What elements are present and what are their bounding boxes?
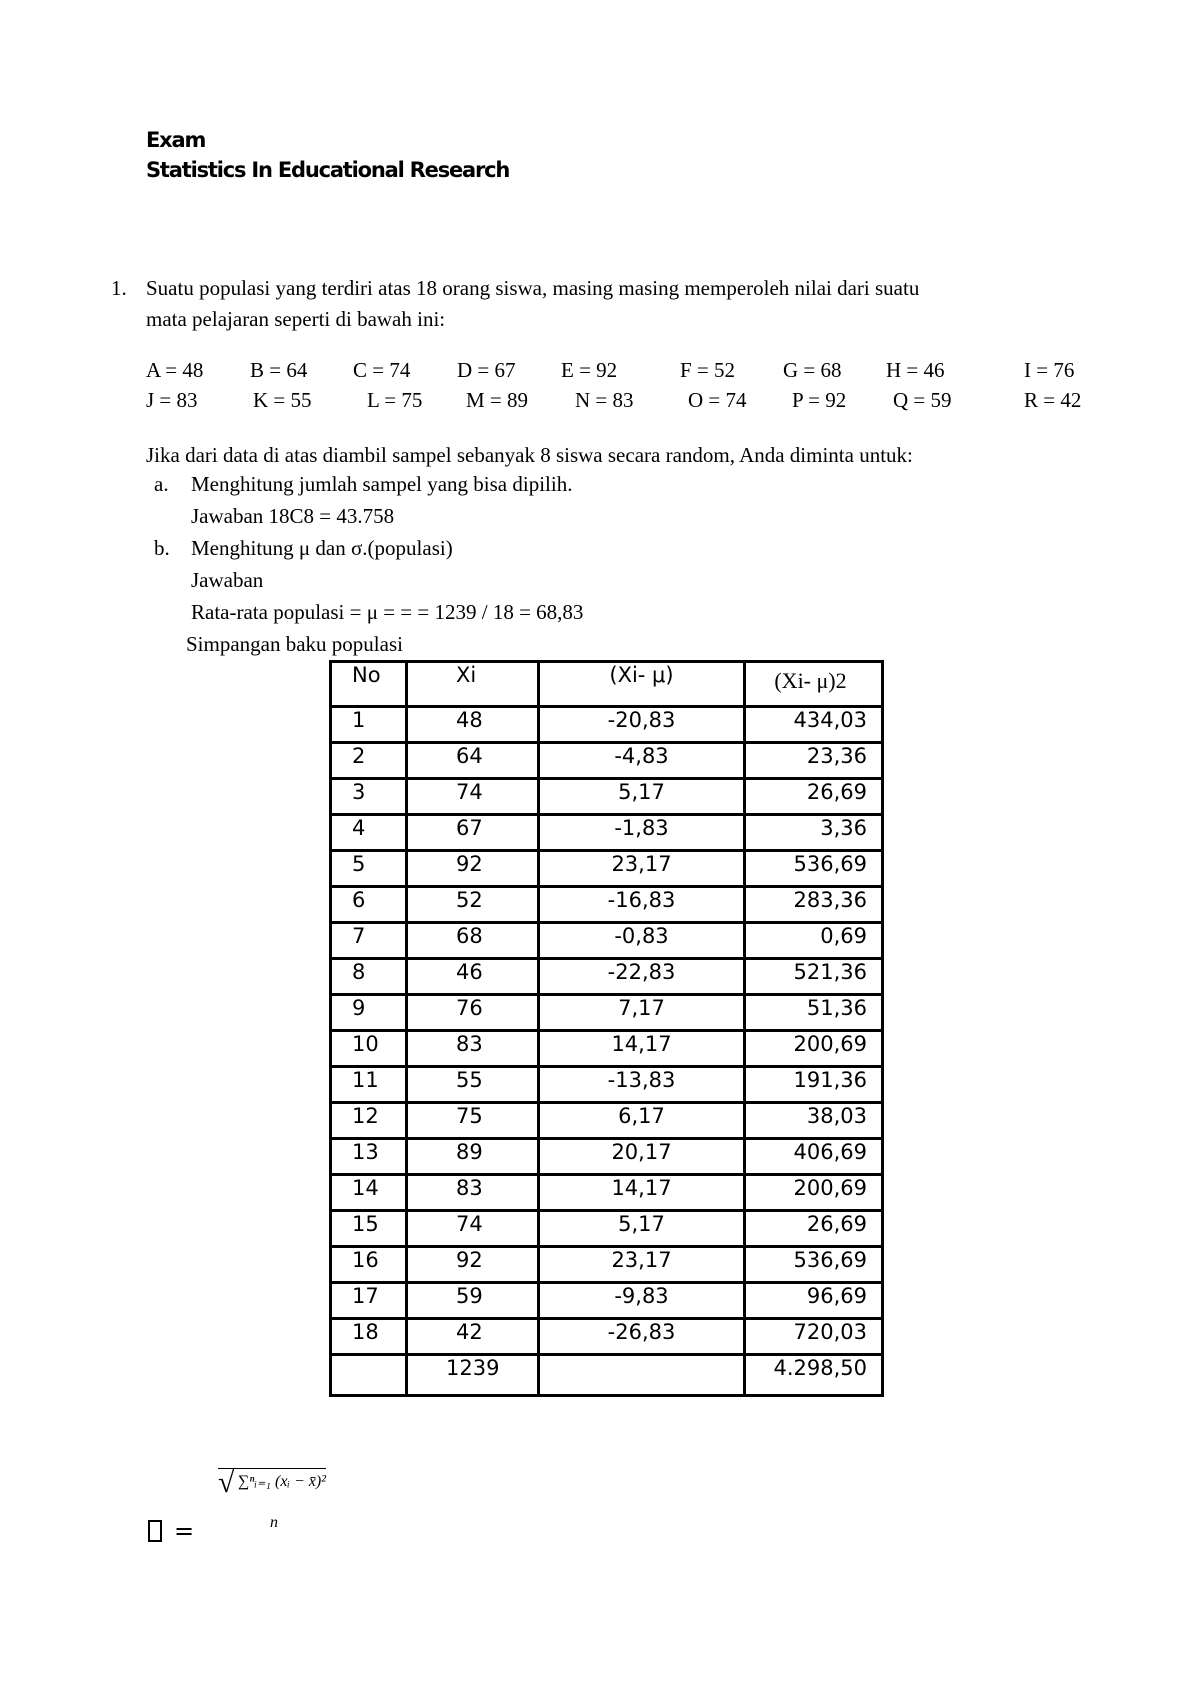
cell-squared: 283,36 <box>745 887 883 923</box>
table-row <box>331 743 883 779</box>
score-m: M = 89 <box>466 388 529 412</box>
cell-deviation: -13,83 <box>539 1067 745 1103</box>
header-no: No <box>331 662 407 707</box>
table-row <box>331 1067 883 1103</box>
cell-xi: 46 <box>407 959 539 995</box>
cell-squared: 26,69 <box>745 779 883 815</box>
cell-squared: 536,69 <box>745 851 883 887</box>
cell-xi: 68 <box>407 923 539 959</box>
question-text-line1: Suatu populasi yang terdiri atas 18 orang siswa, masing masing memperoleh nilai dari suatu <box>146 276 920 300</box>
cell-squared: 521,36 <box>745 959 883 995</box>
cell-squared: 26,69 <box>745 1211 883 1247</box>
score-l: L = 75 <box>367 388 423 412</box>
cell-no: 10 <box>331 1031 407 1067</box>
score-i: I = 76 <box>1024 358 1075 382</box>
cell-deviation: 20,17 <box>539 1139 745 1175</box>
cell-deviation: -16,83 <box>539 887 745 923</box>
table-header-row <box>331 662 883 707</box>
score-j: J = 83 <box>146 388 198 412</box>
cell-deviation: -9,83 <box>539 1283 745 1319</box>
cell-deviation: 6,17 <box>539 1103 745 1139</box>
table-total-row <box>331 1355 883 1396</box>
total-xi: 1239 <box>407 1355 539 1396</box>
part-b-label: b. <box>154 536 170 560</box>
score-n: N = 83 <box>575 388 634 412</box>
cell-deviation: -0,83 <box>539 923 745 959</box>
table-row <box>331 887 883 923</box>
cell-squared: 200,69 <box>745 1031 883 1067</box>
cell-deviation: 14,17 <box>539 1175 745 1211</box>
table-row <box>331 959 883 995</box>
table-row <box>331 1283 883 1319</box>
table-row <box>331 923 883 959</box>
cell-deviation: -4,83 <box>539 743 745 779</box>
score-p: P = 92 <box>792 388 847 412</box>
cell-xi: 48 <box>407 707 539 743</box>
cell-no: 17 <box>331 1283 407 1319</box>
cell-no: 16 <box>331 1247 407 1283</box>
cell-no: 18 <box>331 1319 407 1355</box>
table-row <box>331 1139 883 1175</box>
score-h: H = 46 <box>886 358 945 382</box>
cell-no: 6 <box>331 887 407 923</box>
cell-no: 8 <box>331 959 407 995</box>
document-subtitle: Statistics In Educational Research <box>146 158 510 182</box>
table-row <box>331 707 883 743</box>
cell-no: 11 <box>331 1067 407 1103</box>
score-o: O = 74 <box>688 388 747 412</box>
cell-squared: 406,69 <box>745 1139 883 1175</box>
total-no <box>331 1355 407 1396</box>
table-row <box>331 815 883 851</box>
cell-no: 14 <box>331 1175 407 1211</box>
table-row <box>331 1103 883 1139</box>
score-f: F = 52 <box>680 358 736 382</box>
cell-squared: 536,69 <box>745 1247 883 1283</box>
cell-no: 4 <box>331 815 407 851</box>
score-b: B = 64 <box>250 358 308 382</box>
cell-deviation: -1,83 <box>539 815 745 851</box>
cell-xi: 92 <box>407 851 539 887</box>
formula-equals: = <box>174 1517 195 1545</box>
cell-squared: 434,03 <box>745 707 883 743</box>
header-xi: Xi <box>407 662 539 707</box>
score-a: A = 48 <box>146 358 204 382</box>
cell-no: 7 <box>331 923 407 959</box>
cell-xi: 75 <box>407 1103 539 1139</box>
table-row <box>331 1175 883 1211</box>
cell-deviation: 7,17 <box>539 995 745 1031</box>
score-g: G = 68 <box>783 358 842 382</box>
cell-xi: 74 <box>407 779 539 815</box>
total-squared: 4.298,50 <box>745 1355 883 1396</box>
question-text-line2: mata pelajaran seperti di bawah ini: <box>146 307 446 331</box>
formula-numerator: ∑ⁿᵢ₌₁ (xᵢ − x̄)² <box>218 1468 326 1491</box>
cell-no: 9 <box>331 995 407 1031</box>
cell-no: 12 <box>331 1103 407 1139</box>
cell-deviation: 23,17 <box>539 851 745 887</box>
table-row <box>331 995 883 1031</box>
cell-xi: 83 <box>407 1031 539 1067</box>
score-q: Q = 59 <box>893 388 952 412</box>
cell-deviation: -20,83 <box>539 707 745 743</box>
cell-deviation: 5,17 <box>539 1211 745 1247</box>
table-row <box>331 851 883 887</box>
cell-xi: 59 <box>407 1283 539 1319</box>
cell-xi: 52 <box>407 887 539 923</box>
score-d: D = 67 <box>457 358 516 382</box>
table-row <box>331 1319 883 1355</box>
cell-xi: 89 <box>407 1139 539 1175</box>
part-b-answer-label: Jawaban <box>191 568 264 592</box>
instruction-text: Jika dari data di atas diambil sampel sebanyak 8 siswa secara random, Anda diminta untuk: <box>146 443 913 467</box>
table-row <box>331 779 883 815</box>
header-deviation: (Xi- μ) <box>539 662 745 707</box>
score-k: K = 55 <box>253 388 312 412</box>
score-r: R = 42 <box>1024 388 1082 412</box>
score-c: C = 74 <box>353 358 411 382</box>
cell-squared: 3,36 <box>745 815 883 851</box>
part-b-sd-label: Simpangan baku populasi <box>186 632 403 656</box>
cell-xi: 74 <box>407 1211 539 1247</box>
total-deviation <box>539 1355 745 1396</box>
part-a-label: a. <box>154 472 169 496</box>
document-title: Exam <box>146 128 206 152</box>
part-b-text: Menghitung μ dan σ.(populasi) <box>191 536 453 560</box>
cell-xi: 55 <box>407 1067 539 1103</box>
cell-xi: 64 <box>407 743 539 779</box>
cell-squared: 51,36 <box>745 995 883 1031</box>
cell-xi: 67 <box>407 815 539 851</box>
cell-deviation: 14,17 <box>539 1031 745 1067</box>
cell-squared: 200,69 <box>745 1175 883 1211</box>
cell-squared: 0,69 <box>745 923 883 959</box>
cell-no: 13 <box>331 1139 407 1175</box>
cell-deviation: 5,17 <box>539 779 745 815</box>
sigma-placeholder-icon <box>148 1520 162 1542</box>
cell-xi: 76 <box>407 995 539 1031</box>
sqrt-icon: √ <box>218 1466 235 1499</box>
cell-no: 2 <box>331 743 407 779</box>
cell-deviation: 23,17 <box>539 1247 745 1283</box>
cell-no: 3 <box>331 779 407 815</box>
cell-deviation: -26,83 <box>539 1319 745 1355</box>
cell-xi: 92 <box>407 1247 539 1283</box>
cell-deviation: -22,83 <box>539 959 745 995</box>
cell-no: 5 <box>331 851 407 887</box>
cell-squared: 191,36 <box>745 1067 883 1103</box>
table-row <box>331 1247 883 1283</box>
cell-squared: 96,69 <box>745 1283 883 1319</box>
cell-squared: 720,03 <box>745 1319 883 1355</box>
cell-no: 1 <box>331 707 407 743</box>
cell-squared: 38,03 <box>745 1103 883 1139</box>
question-number: 1. <box>111 276 127 300</box>
part-a-text: Menghitung jumlah sampel yang bisa dipilih. <box>191 472 573 496</box>
formula-denominator: n <box>270 1514 278 1531</box>
cell-xi: 83 <box>407 1175 539 1211</box>
part-b-mean: Rata-rata populasi = μ = = = 1239 / 18 = 68,83 <box>191 600 584 624</box>
cell-squared: 23,36 <box>745 743 883 779</box>
part-a-answer: Jawaban 18C8 = 43.758 <box>191 504 395 528</box>
deviation-table <box>329 660 884 1397</box>
score-e: E = 92 <box>561 358 618 382</box>
table-row <box>331 1031 883 1067</box>
cell-xi: 42 <box>407 1319 539 1355</box>
header-squared-deviation: (Xi- μ)2 <box>745 662 883 707</box>
table-row <box>331 1211 883 1247</box>
cell-no: 15 <box>331 1211 407 1247</box>
